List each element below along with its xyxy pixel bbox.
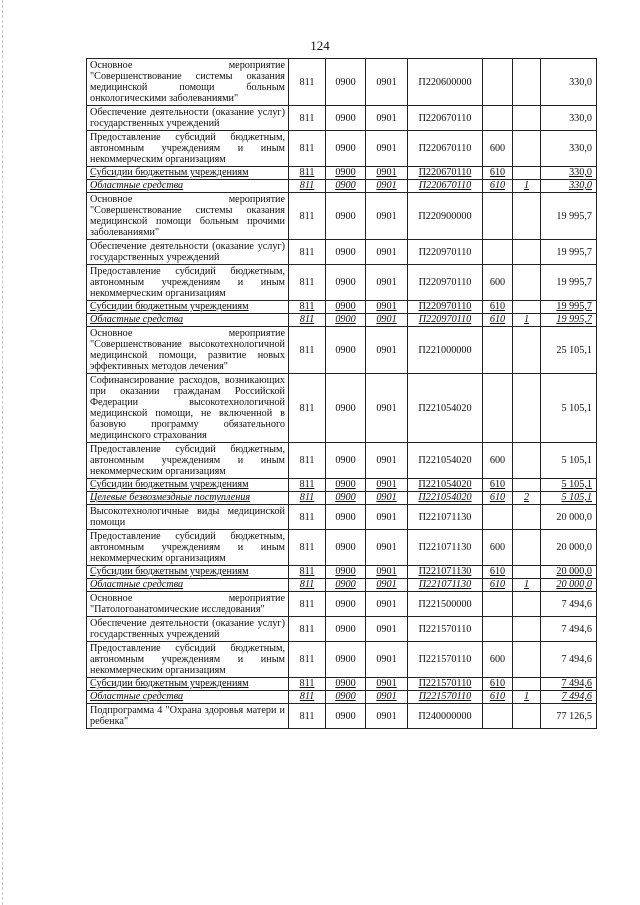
budget-table (86, 58, 597, 729)
expense-type-code-cell: 600 (483, 642, 513, 678)
amount-cell: 7 494,6 (541, 642, 597, 678)
section-code-cell: 0900 (326, 678, 366, 691)
target-article-code-cell: П221071130 (408, 579, 483, 592)
subsection-code-cell: 0901 (366, 301, 408, 314)
budget-item-name-cell: Субсидии бюджетным учреждениям (87, 678, 289, 691)
section-code-cell: 0900 (326, 617, 366, 642)
source-code-cell (513, 131, 541, 167)
table-row (87, 374, 597, 443)
expense-type-code-cell: 610 (483, 691, 513, 704)
expense-type-code-cell: 610 (483, 314, 513, 327)
table-row (87, 691, 597, 704)
table-row (87, 301, 597, 314)
budget-item-name-cell: Областные средства (87, 579, 289, 592)
section-code-cell: 0900 (326, 240, 366, 265)
subsection-code-cell: 0901 (366, 479, 408, 492)
section-code-cell: 0900 (326, 193, 366, 240)
budget-item-name-cell: Субсидии бюджетным учреждениям (87, 566, 289, 579)
page-number: 124 (310, 38, 330, 53)
table-row (87, 59, 597, 106)
section-code-cell: 0900 (326, 530, 366, 566)
table-row (87, 617, 597, 642)
expense-type-code-cell: 610 (483, 180, 513, 193)
amount-cell: 20 000,0 (541, 505, 597, 530)
subsection-code-cell: 0901 (366, 592, 408, 617)
admin-code-cell: 811 (289, 642, 326, 678)
expense-type-code-cell: 600 (483, 131, 513, 167)
admin-code-cell: 811 (289, 106, 326, 131)
amount-cell: 330,0 (541, 59, 597, 106)
expense-type-code-cell: 610 (483, 301, 513, 314)
section-code-cell: 0900 (326, 642, 366, 678)
subsection-code-cell: 0901 (366, 314, 408, 327)
table-row (87, 566, 597, 579)
source-code-cell: 1 (513, 314, 541, 327)
expense-type-code-cell: 610 (483, 492, 513, 505)
amount-cell: 5 105,1 (541, 492, 597, 505)
subsection-code-cell: 0901 (366, 327, 408, 374)
admin-code-cell: 811 (289, 691, 326, 704)
expense-type-code-cell (483, 374, 513, 443)
target-article-code-cell: П221054020 (408, 443, 483, 479)
table-row (87, 443, 597, 479)
admin-code-cell: 811 (289, 530, 326, 566)
expense-type-code-cell (483, 505, 513, 530)
budget-item-name-cell: Предоставление субсидий бюджетным, автономным учреждениям и иным некоммерческим организациям (87, 443, 289, 479)
admin-code-cell: 811 (289, 180, 326, 193)
admin-code-cell: 811 (289, 704, 326, 729)
admin-code-cell: 811 (289, 617, 326, 642)
subsection-code-cell: 0901 (366, 59, 408, 106)
section-code-cell: 0900 (326, 443, 366, 479)
section-code-cell: 0900 (326, 180, 366, 193)
subsection-code-cell: 0901 (366, 678, 408, 691)
admin-code-cell: 811 (289, 592, 326, 617)
section-code-cell: 0900 (326, 479, 366, 492)
subsection-code-cell: 0901 (366, 505, 408, 530)
source-code-cell (513, 530, 541, 566)
section-code-cell: 0900 (326, 59, 366, 106)
admin-code-cell: 811 (289, 443, 326, 479)
amount-cell: 7 494,6 (541, 592, 597, 617)
target-article-code-cell: П240000000 (408, 704, 483, 729)
source-code-cell (513, 592, 541, 617)
admin-code-cell: 811 (289, 265, 326, 301)
target-article-code-cell: П221054020 (408, 479, 483, 492)
subsection-code-cell: 0901 (366, 704, 408, 729)
amount-cell: 7 494,6 (541, 678, 597, 691)
target-article-code-cell: П220670110 (408, 131, 483, 167)
page-edge-line (2, 0, 4, 905)
section-code-cell: 0900 (326, 566, 366, 579)
budget-item-name-cell: Обеспечение деятельности (оказание услуг) государственных учреждений (87, 106, 289, 131)
amount-cell: 19 995,7 (541, 240, 597, 265)
admin-code-cell: 811 (289, 505, 326, 530)
section-code-cell: 0900 (326, 327, 366, 374)
source-code-cell (513, 193, 541, 240)
source-code-cell (513, 479, 541, 492)
budget-item-name-cell: Субсидии бюджетным учреждениям (87, 301, 289, 314)
table-row (87, 642, 597, 678)
budget-item-name-cell: Целевые безвозмездные поступления (87, 492, 289, 505)
amount-cell: 5 105,1 (541, 443, 597, 479)
admin-code-cell: 811 (289, 240, 326, 265)
budget-item-name-cell: Предоставление субсидий бюджетным, автономным учреждениям и иным некоммерческим организациям (87, 530, 289, 566)
admin-code-cell: 811 (289, 678, 326, 691)
budget-item-name-cell: Субсидии бюджетным учреждениям (87, 167, 289, 180)
table-row (87, 505, 597, 530)
table-row (87, 579, 597, 592)
amount-cell: 20 000,0 (541, 579, 597, 592)
source-code-cell: 2 (513, 492, 541, 505)
amount-cell: 330,0 (541, 180, 597, 193)
subsection-code-cell: 0901 (366, 131, 408, 167)
admin-code-cell: 811 (289, 479, 326, 492)
expense-type-code-cell (483, 327, 513, 374)
table-row (87, 180, 597, 193)
budget-item-name-cell: Основное мероприятие "Совершенствование системы оказания медицинской помощи больным онкологическими заболеваниями" (87, 59, 289, 106)
target-article-code-cell: П221570110 (408, 691, 483, 704)
admin-code-cell: 811 (289, 131, 326, 167)
budget-item-name-cell: Предоставление субсидий бюджетным, автономным учреждениям и иным некоммерческим организациям (87, 131, 289, 167)
amount-cell: 5 105,1 (541, 479, 597, 492)
target-article-code-cell: П221500000 (408, 592, 483, 617)
subsection-code-cell: 0901 (366, 240, 408, 265)
source-code-cell: 1 (513, 691, 541, 704)
table-row (87, 530, 597, 566)
expense-type-code-cell: 610 (483, 167, 513, 180)
subsection-code-cell: 0901 (366, 374, 408, 443)
source-code-cell (513, 617, 541, 642)
section-code-cell: 0900 (326, 505, 366, 530)
table-body (87, 59, 597, 729)
target-article-code-cell: П221071130 (408, 566, 483, 579)
table-row (87, 167, 597, 180)
amount-cell: 7 494,6 (541, 617, 597, 642)
subsection-code-cell: 0901 (366, 106, 408, 131)
source-code-cell: 1 (513, 579, 541, 592)
budget-item-name-cell: Основное мероприятие "Патологоанатомические исследования" (87, 592, 289, 617)
target-article-code-cell: П221570110 (408, 678, 483, 691)
expense-type-code-cell: 610 (483, 579, 513, 592)
target-article-code-cell: П221054020 (408, 374, 483, 443)
section-code-cell: 0900 (326, 106, 366, 131)
amount-cell: 25 105,1 (541, 327, 597, 374)
section-code-cell: 0900 (326, 492, 366, 505)
expense-type-code-cell: 600 (483, 265, 513, 301)
target-article-code-cell: П220970110 (408, 265, 483, 301)
source-code-cell (513, 327, 541, 374)
table-row (87, 479, 597, 492)
section-code-cell: 0900 (326, 579, 366, 592)
table-row (87, 193, 597, 240)
expense-type-code-cell (483, 617, 513, 642)
section-code-cell: 0900 (326, 704, 366, 729)
target-article-code-cell: П221000000 (408, 327, 483, 374)
amount-cell: 20 000,0 (541, 566, 597, 579)
target-article-code-cell: П221071130 (408, 530, 483, 566)
expense-type-code-cell (483, 106, 513, 131)
expense-type-code-cell (483, 592, 513, 617)
section-code-cell: 0900 (326, 131, 366, 167)
budget-item-name-cell: Основное мероприятие "Совершенствование высокотехнологичной медицинской помощи, развитие новых эффективных методов лечения" (87, 327, 289, 374)
source-code-cell: 1 (513, 180, 541, 193)
table-row (87, 327, 597, 374)
subsection-code-cell: 0901 (366, 617, 408, 642)
expense-type-code-cell: 610 (483, 678, 513, 691)
table-row (87, 131, 597, 167)
source-code-cell (513, 59, 541, 106)
subsection-code-cell: 0901 (366, 579, 408, 592)
subsection-code-cell: 0901 (366, 167, 408, 180)
source-code-cell (513, 505, 541, 530)
amount-cell: 7 494,6 (541, 691, 597, 704)
budget-item-name-cell: Предоставление субсидий бюджетным, автономным учреждениям и иным некоммерческим организациям (87, 265, 289, 301)
budget-item-name-cell: Подпрограмма 4 "Охрана здоровья матери и ребенка" (87, 704, 289, 729)
amount-cell: 19 995,7 (541, 265, 597, 301)
source-code-cell (513, 374, 541, 443)
source-code-cell (513, 443, 541, 479)
source-code-cell (513, 240, 541, 265)
budget-item-name-cell: Предоставление субсидий бюджетным, автономным учреждениям и иным некоммерческим организациям (87, 642, 289, 678)
section-code-cell: 0900 (326, 592, 366, 617)
target-article-code-cell: П220670110 (408, 180, 483, 193)
admin-code-cell: 811 (289, 314, 326, 327)
table-row (87, 265, 597, 301)
expense-type-code-cell: 610 (483, 479, 513, 492)
target-article-code-cell: П221054020 (408, 492, 483, 505)
expense-type-code-cell: 610 (483, 566, 513, 579)
expense-type-code-cell: 600 (483, 443, 513, 479)
amount-cell: 19 995,7 (541, 314, 597, 327)
subsection-code-cell: 0901 (366, 193, 408, 240)
source-code-cell (513, 704, 541, 729)
source-code-cell (513, 106, 541, 131)
admin-code-cell: 811 (289, 566, 326, 579)
amount-cell: 330,0 (541, 131, 597, 167)
admin-code-cell: 811 (289, 492, 326, 505)
expense-type-code-cell (483, 240, 513, 265)
section-code-cell: 0900 (326, 265, 366, 301)
table-row (87, 314, 597, 327)
source-code-cell (513, 301, 541, 314)
expense-type-code-cell (483, 193, 513, 240)
admin-code-cell: 811 (289, 59, 326, 106)
target-article-code-cell: П221570110 (408, 617, 483, 642)
expense-type-code-cell (483, 704, 513, 729)
amount-cell: 20 000,0 (541, 530, 597, 566)
budget-item-name-cell: Софинансирование расходов, возникающих при оказании гражданам Российской Федерации высокотехнологичной медицинской помощи, не включенной в базовую программу обязательного медицинского страхования (87, 374, 289, 443)
table-row (87, 492, 597, 505)
section-code-cell: 0900 (326, 691, 366, 704)
budget-item-name-cell: Обеспечение деятельности (оказание услуг) государственных учреждений (87, 240, 289, 265)
budget-item-name-cell: Обеспечение деятельности (оказание услуг) государственных учреждений (87, 617, 289, 642)
amount-cell: 330,0 (541, 106, 597, 131)
expense-type-code-cell (483, 59, 513, 106)
source-code-cell (513, 265, 541, 301)
budget-item-name-cell: Областные средства (87, 691, 289, 704)
admin-code-cell: 811 (289, 167, 326, 180)
admin-code-cell: 811 (289, 301, 326, 314)
table-row (87, 240, 597, 265)
target-article-code-cell: П220670110 (408, 167, 483, 180)
budget-item-name-cell: Основное мероприятие "Совершенствование системы оказания медицинской помощи больным прочими заболеваниями" (87, 193, 289, 240)
subsection-code-cell: 0901 (366, 180, 408, 193)
expense-type-code-cell: 600 (483, 530, 513, 566)
source-code-cell (513, 678, 541, 691)
table-row (87, 704, 597, 729)
subsection-code-cell: 0901 (366, 566, 408, 579)
admin-code-cell: 811 (289, 193, 326, 240)
admin-code-cell: 811 (289, 374, 326, 443)
budget-item-name-cell: Областные средства (87, 314, 289, 327)
subsection-code-cell: 0901 (366, 691, 408, 704)
target-article-code-cell: П220900000 (408, 193, 483, 240)
subsection-code-cell: 0901 (366, 443, 408, 479)
section-code-cell: 0900 (326, 374, 366, 443)
budget-item-name-cell: Высокотехнологичные виды медицинской помощи (87, 505, 289, 530)
subsection-code-cell: 0901 (366, 642, 408, 678)
section-code-cell: 0900 (326, 314, 366, 327)
amount-cell: 77 126,5 (541, 704, 597, 729)
budget-item-name-cell: Областные средства (87, 180, 289, 193)
table-row (87, 678, 597, 691)
budget-item-name-cell: Субсидии бюджетным учреждениям (87, 479, 289, 492)
table-row (87, 106, 597, 131)
source-code-cell (513, 642, 541, 678)
amount-cell: 19 995,7 (541, 193, 597, 240)
section-code-cell: 0900 (326, 301, 366, 314)
amount-cell: 19 995,7 (541, 301, 597, 314)
section-code-cell: 0900 (326, 167, 366, 180)
source-code-cell (513, 566, 541, 579)
admin-code-cell: 811 (289, 327, 326, 374)
subsection-code-cell: 0901 (366, 530, 408, 566)
target-article-code-cell: П221071130 (408, 505, 483, 530)
subsection-code-cell: 0901 (366, 492, 408, 505)
admin-code-cell: 811 (289, 579, 326, 592)
target-article-code-cell: П220670110 (408, 106, 483, 131)
table-row (87, 592, 597, 617)
target-article-code-cell: П220970110 (408, 301, 483, 314)
subsection-code-cell: 0901 (366, 265, 408, 301)
amount-cell: 330,0 (541, 167, 597, 180)
target-article-code-cell: П220600000 (408, 59, 483, 106)
amount-cell: 5 105,1 (541, 374, 597, 443)
target-article-code-cell: П220970110 (408, 240, 483, 265)
source-code-cell (513, 167, 541, 180)
target-article-code-cell: П220970110 (408, 314, 483, 327)
target-article-code-cell: П221570110 (408, 642, 483, 678)
